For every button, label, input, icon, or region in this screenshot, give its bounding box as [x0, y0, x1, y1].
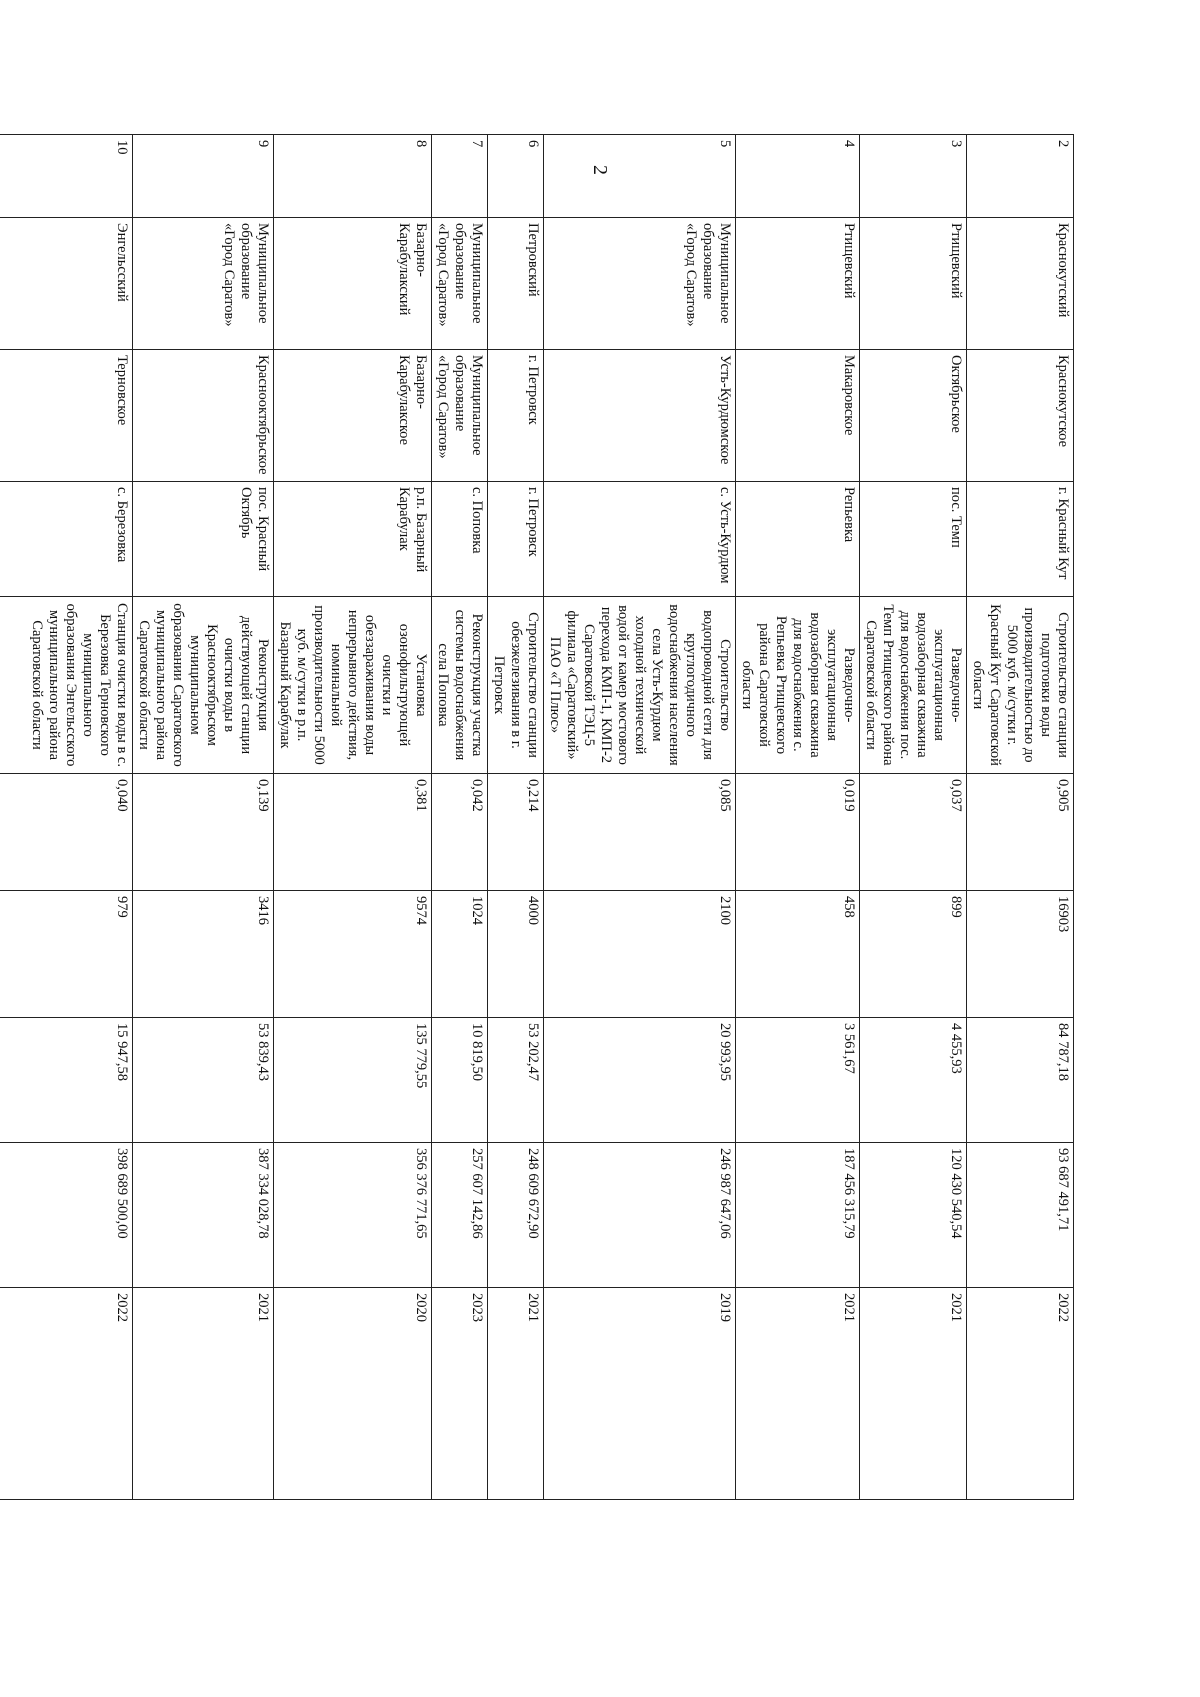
project-description-cell: Установка озонофильтрующей очистки и обеззараживания воды непрерывного действия, номинальной производительности 5000 куб. м/сутки в р.п. Базарный Карабулак: [274, 597, 432, 774]
value-4-cell: 356 376 771,65: [274, 1143, 432, 1288]
value-1-cell: 0,905: [967, 774, 1074, 891]
value-2-cell: 16903: [967, 891, 1074, 1018]
locality-cell: г. Красный Кут: [967, 482, 1074, 597]
locality-cell: с. Березовка: [0, 482, 133, 597]
value-3-cell: 135 779,55: [274, 1018, 432, 1143]
value-2-cell: 9574: [274, 891, 432, 1018]
project-description-cell: Реконструкция участка системы водоснабжения села Поповка: [432, 597, 488, 774]
value-3-cell: 53 202,47: [488, 1018, 544, 1143]
value-3-cell: 15 947,58: [0, 1018, 133, 1143]
settlement-cell: Терновское: [0, 350, 133, 482]
table-row: [488, 135, 544, 1500]
year-cell: 2021: [488, 1288, 544, 1500]
year-cell: 2021: [133, 1288, 274, 1500]
district-cell: Петровский: [488, 218, 544, 350]
locality-cell: Репьевка: [736, 482, 860, 597]
value-4-cell: 387 334 028,78: [133, 1143, 274, 1288]
value-2-cell: 3416: [133, 891, 274, 1018]
year-cell: 2022: [967, 1288, 1074, 1500]
project-description-cell: Реконструкция действующей станции очистки воды в Краснооктябрьском муниципальном образовании Саратовского муниципального района Саратовской области: [133, 597, 274, 774]
row-number: 2: [967, 135, 1074, 218]
row-number: 9: [133, 135, 274, 218]
value-1-cell: 0,040: [0, 774, 133, 891]
value-2-cell: 2100: [544, 891, 736, 1018]
projects-table: [0, 134, 1074, 1500]
projects-table-wrapper: [29, 134, 1074, 1499]
value-1-cell: 0,214: [488, 774, 544, 891]
table-row: [432, 135, 488, 1500]
row-number: 8: [274, 135, 432, 218]
value-2-cell: 458: [736, 891, 860, 1018]
settlement-cell: г. Петровск: [488, 350, 544, 482]
project-description-cell: Строительство станции обезжелезивания в г. Петровск: [488, 597, 544, 774]
row-number: 3: [860, 135, 967, 218]
value-3-cell: 84 787,18: [967, 1018, 1074, 1143]
district-cell: Базарно-Карабулакский: [274, 218, 432, 350]
row-number: 4: [736, 135, 860, 218]
year-cell: 2021: [736, 1288, 860, 1500]
value-3-cell: 4 455,93: [860, 1018, 967, 1143]
value-1-cell: 0,019: [736, 774, 860, 891]
value-3-cell: 3 561,67: [736, 1018, 860, 1143]
year-cell: 2020: [274, 1288, 432, 1500]
project-description-cell: Разведочно-эксплуатационная водозаборная скважина для водоснабжения с. Репьевка Ртищевского района Саратовской области: [736, 597, 860, 774]
district-cell: Энгельсский: [0, 218, 133, 350]
value-1-cell: 0,042: [432, 774, 488, 891]
settlement-cell: Муниципальное образование «Город Саратов»: [432, 350, 488, 482]
locality-cell: пос. Красный Октябрь: [133, 482, 274, 597]
row-number: 10: [0, 135, 133, 218]
table-row: [133, 135, 274, 1500]
locality-cell: г. Петровск: [488, 482, 544, 597]
value-2-cell: 899: [860, 891, 967, 1018]
value-4-cell: 398 689 500,00: [0, 1143, 133, 1288]
project-description-cell: Станция очистки воды в с. Березовка Терновского муниципального образования Энгельсского муниципального района Саратовской области: [0, 597, 133, 774]
value-2-cell: 4000: [488, 891, 544, 1018]
value-4-cell: 93 687 491,71: [967, 1143, 1074, 1288]
table-row: [0, 135, 133, 1500]
table-row: [544, 135, 736, 1500]
table-row: [860, 135, 967, 1500]
value-4-cell: 187 456 315,79: [736, 1143, 860, 1288]
locality-cell: с. Поповка: [432, 482, 488, 597]
district-cell: Ртищевский: [736, 218, 860, 350]
locality-cell: р.п. Базарный Карабулак: [274, 482, 432, 597]
project-description-cell: Строительство водопроводной сети для круглогодичного водоснабжения населения села Усть-Курдюм холодной технической водой от камер мостового перехода КМП-1, КМП-2 Саратовской ТЭЦ-5 филиала «Саратовский» ПАО «Т Плюс»: [544, 597, 736, 774]
district-cell: Муниципальное образование «Город Саратов»: [544, 218, 736, 350]
year-cell: 2019: [544, 1288, 736, 1500]
value-3-cell: 20 993,95: [544, 1018, 736, 1143]
district-cell: Муниципальное образование «Город Саратов»: [432, 218, 488, 350]
row-number: 6: [488, 135, 544, 218]
row-number: 5: [544, 135, 736, 218]
year-cell: 2022: [0, 1288, 133, 1500]
settlement-cell: Краснооктябрьское: [133, 350, 274, 482]
row-number: 7: [432, 135, 488, 218]
value-1-cell: 0,037: [860, 774, 967, 891]
settlement-cell: Усть-Курдюмское: [544, 350, 736, 482]
settlement-cell: Октябрьское: [860, 350, 967, 482]
value-2-cell: 1024: [432, 891, 488, 1018]
value-4-cell: 257 607 142,86: [432, 1143, 488, 1288]
year-cell: 2021: [860, 1288, 967, 1500]
district-cell: Краснокутский: [967, 218, 1074, 350]
district-cell: Муниципальное образование «Город Саратов»: [133, 218, 274, 350]
value-1-cell: 0,139: [133, 774, 274, 891]
project-description-cell: Разведочно-эксплуатационная водозаборная скважина для водоснабжения пос. Темп Ртищевского района Саратовской области: [860, 597, 967, 774]
value-1-cell: 0,085: [544, 774, 736, 891]
value-1-cell: 0,381: [274, 774, 432, 891]
locality-cell: пос. Темп: [860, 482, 967, 597]
project-description-cell: Строительство станции подготовки воды производительностью до 5000 куб. м/сутки г. Красный Кут Саратовской области: [967, 597, 1074, 774]
settlement-cell: Базарно-Карабулакское: [274, 350, 432, 482]
table-row: [274, 135, 432, 1500]
table-row: [736, 135, 860, 1500]
value-2-cell: 979: [0, 891, 133, 1018]
value-3-cell: 10 819,50: [432, 1018, 488, 1143]
value-4-cell: 248 609 672,90: [488, 1143, 544, 1288]
settlement-cell: Макаровское: [736, 350, 860, 482]
page-number: 2: [589, 165, 611, 175]
table-row: [967, 135, 1074, 1500]
district-cell: Ртищевский: [860, 218, 967, 350]
locality-cell: с. Усть-Курдюм: [544, 482, 736, 597]
value-3-cell: 53 839,43: [133, 1018, 274, 1143]
settlement-cell: Краснокутское: [967, 350, 1074, 482]
year-cell: 2023: [432, 1288, 488, 1500]
value-4-cell: 246 987 647,06: [544, 1143, 736, 1288]
value-4-cell: 120 430 540,54: [860, 1143, 967, 1288]
